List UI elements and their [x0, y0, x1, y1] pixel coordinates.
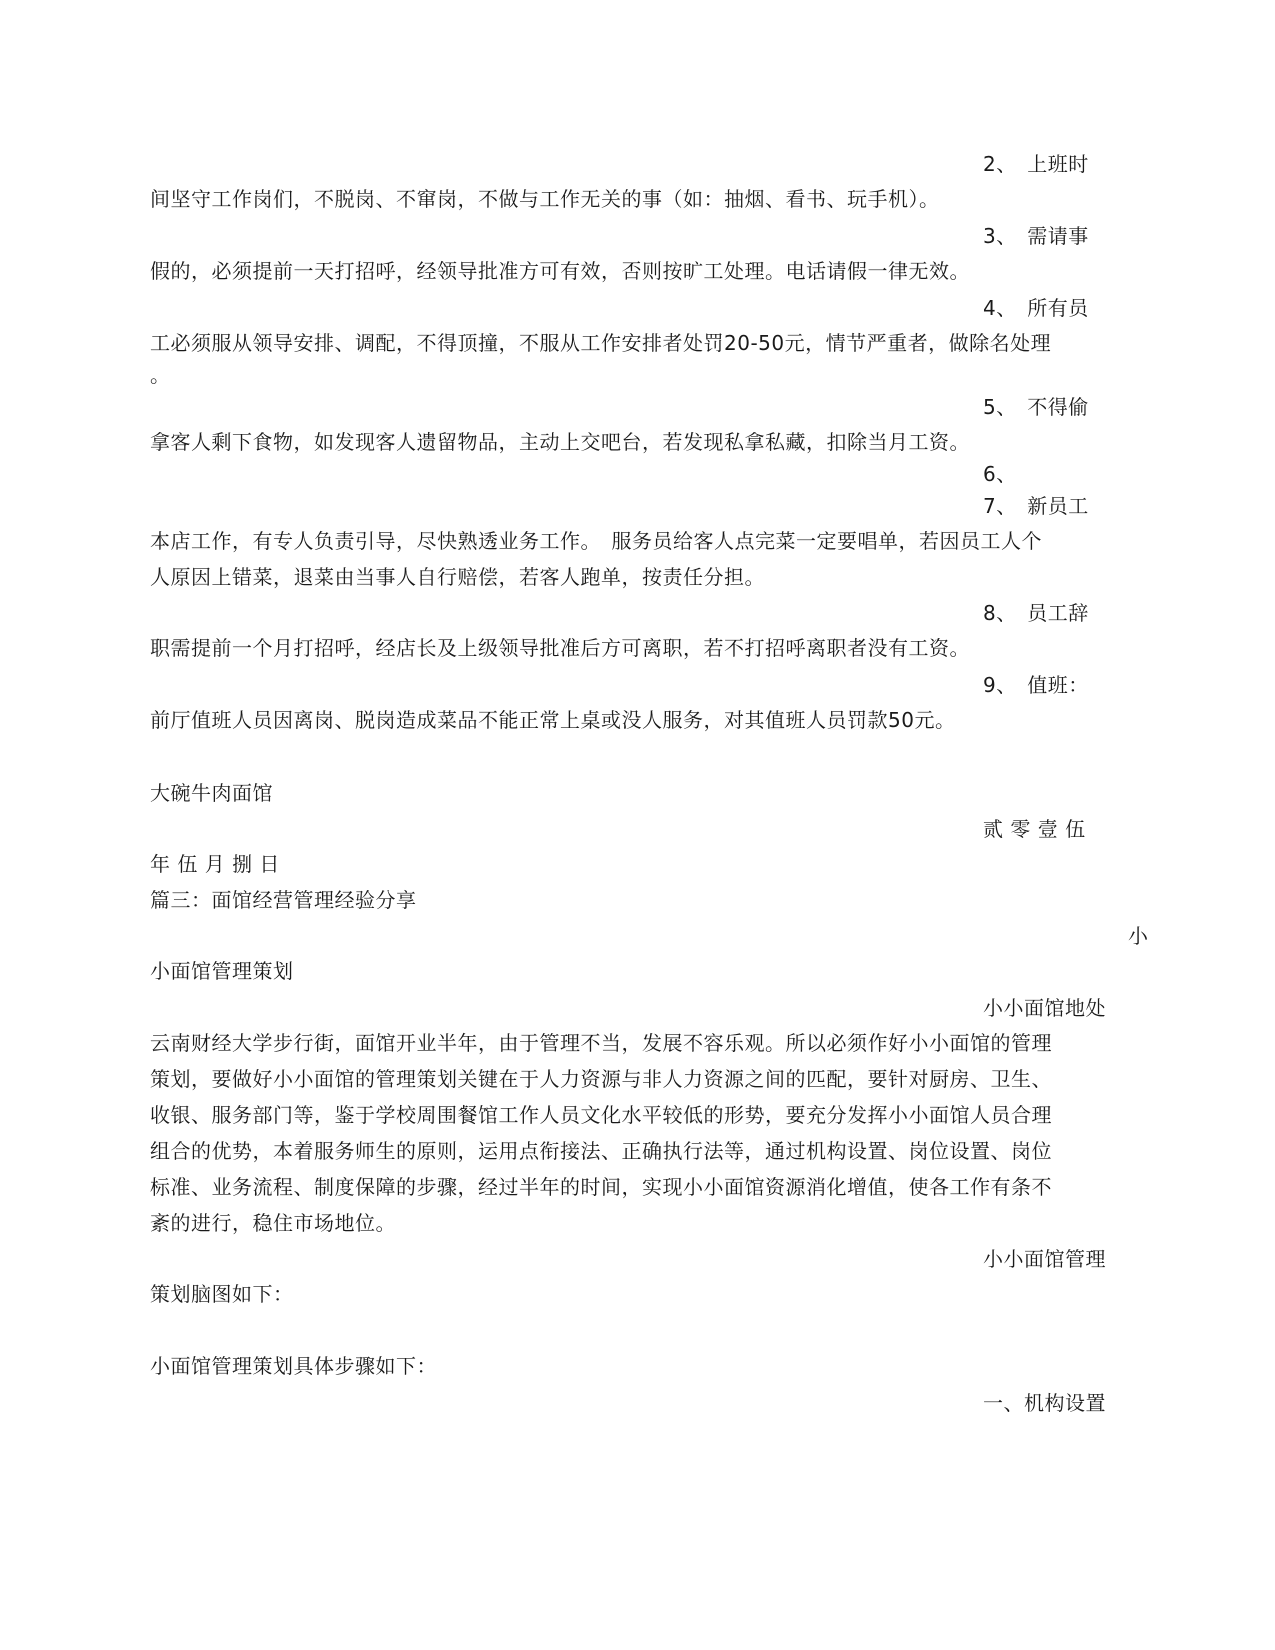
date-year: 贰 零 壹 伍: [983, 817, 1086, 841]
rule-7-text-2: 人原因上错菜，退菜由当事人自行赔偿，若客人跑单，按责任分担。: [150, 565, 765, 589]
paragraph-line: 云南财经大学步行街，面馆开业半年，由于管理不当，发展不容乐观。所以必须作好小小面馆的管理: [150, 1031, 1052, 1055]
title-fragment: 小: [1128, 924, 1149, 948]
rule-5-number: 5、 不得偷: [983, 395, 1089, 419]
paragraph-line: 组合的优势，本着服务师生的原则，运用点衔接法、正确执行法等，通过机构设置、岗位设置、岗位: [150, 1139, 1052, 1163]
section-title: 篇三：面馆经营管理经验分享: [150, 888, 417, 912]
rule-7-text: 本店工作，有专人负责引导，尽快熟透业务工作。 服务员给客人点完菜一定要唱单，若因员工人个: [150, 529, 1042, 553]
plan-title: 小面馆管理策划: [150, 959, 294, 983]
steps-intro: 小面馆管理策划具体步骤如下：: [150, 1354, 437, 1378]
rule-3-text: 假的，必须提前一天打招呼，经领导批准方可有效，否则按旷工处理。电话请假一律无效。: [150, 259, 970, 283]
date-month-day: 年 伍 月 捌 日: [150, 852, 280, 876]
rule-4-number: 4、 所有员: [983, 296, 1089, 320]
paragraph-start: 小小面馆地处: [983, 996, 1106, 1020]
mindmap-intro-end: 策划脑图如下：: [150, 1282, 294, 1306]
rule-5-text: 拿客人剩下食物，如发现客人遗留物品，主动上交吧台，若发现私拿私藏，扣除当月工资。: [150, 430, 970, 454]
paragraph-line: 紊的进行，稳住市场地位。: [150, 1211, 396, 1235]
rule-4-text-end: 。: [150, 363, 171, 387]
rule-2-number: 2、 上班时: [983, 152, 1089, 176]
rule-4-text: 工必须服从领导安排、调配，不得顶撞，不服从工作安排者处罚20-50元，情节严重者，做除名处理: [150, 331, 1052, 355]
shop-name: 大碗牛肉面馆: [150, 781, 273, 805]
rule-2-text: 间坚守工作岗们，不脱岗、不窜岗，不做与工作无关的事（如：抽烟、看书、玩手机）。: [150, 187, 940, 211]
paragraph-line: 标准、业务流程、制度保障的步骤，经过半年的时间，实现小小面馆资源消化增值，使各工作有条不: [150, 1175, 1052, 1199]
rule-8-number: 8、 员工辞: [983, 601, 1089, 625]
rule-8-text: 职需提前一个月打招呼，经店长及上级领导批准后方可离职，若不打招呼离职者没有工资。: [150, 636, 970, 660]
rule-9-text: 前厅值班人员因离岗、脱岗造成菜品不能正常上桌或没人服务，对其值班人员罚款50元。: [150, 708, 956, 732]
paragraph-line: 收银、服务部门等，鉴于学校周围餐馆工作人员文化水平较低的形势，要充分发挥小小面馆人员合理: [150, 1103, 1052, 1127]
rule-7-number: 7、 新员工: [983, 494, 1089, 518]
paragraph-line: 策划，要做好小小面馆的管理策划关键在于人力资源与非人力资源之间的匹配，要针对厨房、卫生、: [150, 1067, 1052, 1091]
step-1-heading: 一、机构设置: [983, 1391, 1106, 1415]
rule-3-number: 3、 需请事: [983, 224, 1089, 248]
mindmap-intro: 小小面馆管理: [983, 1247, 1106, 1271]
rule-9-number: 9、 值班：: [983, 673, 1089, 697]
rule-6-number: 6、: [983, 462, 1017, 486]
